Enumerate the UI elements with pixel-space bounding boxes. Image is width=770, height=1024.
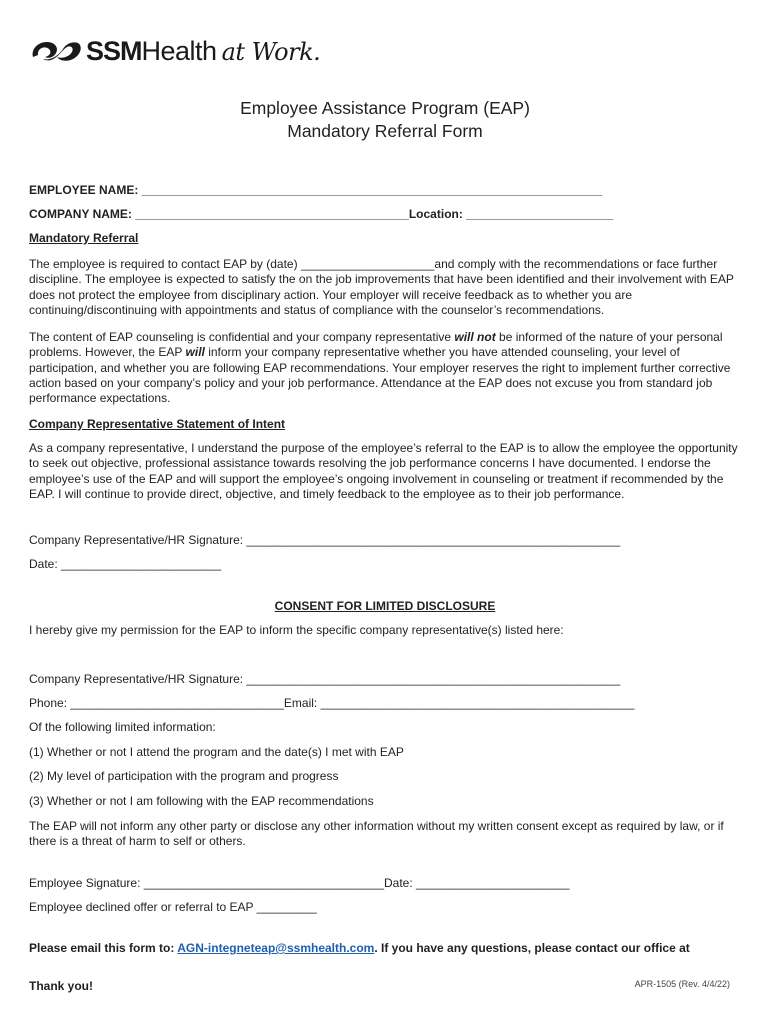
- form-revision-code: APR-1505 (Rev. 4/4/22): [634, 979, 730, 989]
- limited-info-label: Of the following limited information:: [29, 720, 216, 734]
- employee-declined-field[interactable]: Employee declined offer or referral to EAP _________: [29, 900, 317, 914]
- mandatory-referral-heading: Mandatory Referral: [29, 231, 139, 245]
- ssm-swirl-icon: [29, 37, 83, 65]
- list-item: (2) My level of participation with the program and progress: [29, 769, 339, 783]
- consent-heading: CONSENT FOR LIMITED DISCLOSURE: [274, 599, 496, 613]
- list-item: (3) Whether or not I am following with the EAP recommendations: [29, 794, 374, 808]
- company-name-location-field[interactable]: COMPANY NAME: _________________________________________Location: ______________________: [29, 207, 614, 221]
- form-title-line-1: Employee Assistance Program (EAP): [240, 98, 530, 118]
- email-link[interactable]: AGN-integneteap@ssmhealth.com: [177, 941, 375, 955]
- form-title-line-2: Mandatory Referral Form: [287, 121, 483, 141]
- employee-name-field[interactable]: EMPLOYEE NAME: _____________________________________________________________________: [29, 183, 603, 197]
- ssm-health-logo: [29, 36, 320, 66]
- thank-you-text: Thank you!: [29, 979, 94, 993]
- mandatory-referral-paragraph-1: The employee is required to contact EAP by (date) ____________________and comply with the recommendations or face further discipline. The employee is expected to satisfy the on the job improvements that have been identified and their involvement with EAP does not protect the employee from disciplinary action. Your employer will receive feedback as to whether you are continuing/discontinuing with appointments and status of compliance with the counselor’s recommendations.: [29, 257, 734, 317]
- representative-statement-heading: Company Representative Statement of Intent: [29, 417, 286, 431]
- rep-date-field[interactable]: Date: ________________________: [29, 557, 222, 571]
- logo-wordmark: SSMHealth at Work.: [86, 35, 321, 66]
- consent-paragraph: I hereby give my permission for the EAP to inform the specific company representative(s) listed here:: [29, 623, 564, 637]
- email-instruction: Please email this form to: AGN-integneteap@ssmhealth.com. If you have any questions, please contact our office at: [29, 941, 690, 955]
- rep-hr-signature-field[interactable]: Company Representative/HR Signature: ________________________________________________________: [29, 533, 621, 547]
- employee-signature-date-field[interactable]: Employee Signature: ____________________________________Date: _______________________: [29, 876, 570, 890]
- phone-email-field[interactable]: Phone: ________________________________Email: _______________________________________________: [29, 696, 635, 710]
- consent-rep-signature-field[interactable]: Company Representative/HR Signature: ________________________________________________________: [29, 672, 621, 686]
- representative-statement-paragraph: As a company representative, I understand the purpose of the employee’s referral to the EAP is to allow the employee the opportunity to seek out objective, professional assistance towards resolving the job performance concerns I have documented. I endorse the employee’s use of the EAP and will support the employee’s ongoing involvement in counseling or treatment if recommended by the EAP. I will continue to provide direct, objective, and timely feedback to the employee as to their job performance.: [29, 441, 738, 501]
- list-item: (1) Whether or not I attend the program and the date(s) I met with EAP: [29, 745, 404, 759]
- disclosure-paragraph: The EAP will not inform any other party or disclose any other information without my written consent except as required by law, or if there is a threat of harm to self or others.: [29, 819, 724, 849]
- mandatory-referral-paragraph-2: The content of EAP counseling is confidential and your company representative will not be informed of the nature of your personal problems. However, the EAP will inform your company representative whether you have attended counseling, your level of participation, and whether you are following EAP recommendations. Your employer reserves the right to implement further corrective action based on your company’s policy and your job performance. Attendance at the EAP does not excuse you from standard job performance expectations.: [29, 330, 731, 406]
